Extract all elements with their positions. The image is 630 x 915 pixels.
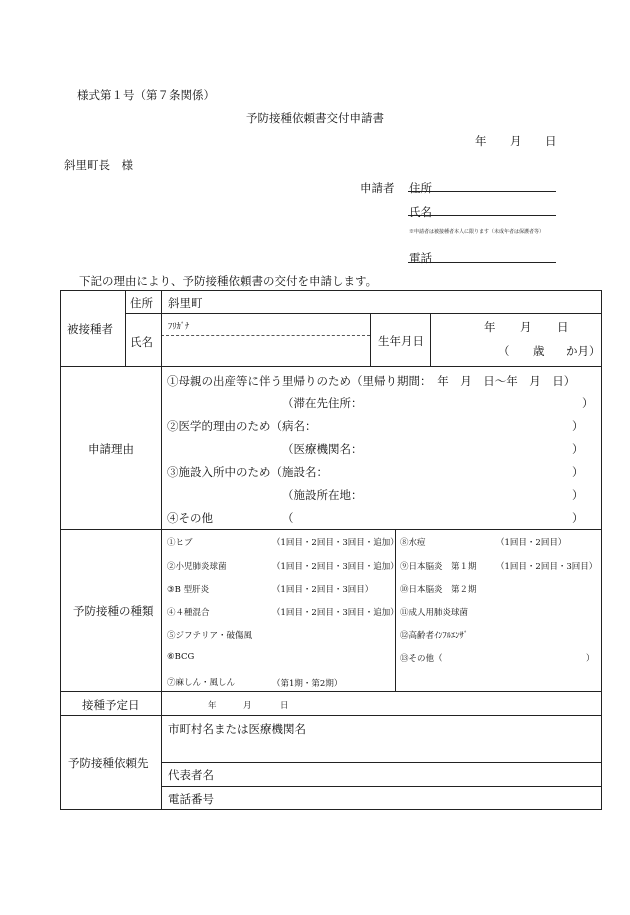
reason-facility[interactable]: ③施設入所中のため（施設名： [167, 465, 328, 479]
applicant-name-field[interactable] [408, 215, 556, 216]
applicant-label: 申請者 [360, 181, 395, 195]
form-number: 様式第１号（第７条関係） [77, 88, 215, 102]
vaccine-doses: （1回目・2回目・3回目・追加） [272, 562, 399, 572]
other-close-paren: ） [586, 654, 595, 664]
vaccine-doses: （1回目・2回目・3回目） [496, 562, 598, 572]
reason-homecoming-address: （滞在先住所： [282, 396, 363, 410]
vaccine-doses: （1回目・2回目） [496, 538, 567, 548]
applicant-address-label: 住所 [409, 181, 432, 195]
vaccine-item[interactable]: ⑪成人用肺炎球菌 [400, 608, 469, 618]
vaccine-doses: （1回目・2回目・3回目・追加） [272, 538, 399, 548]
dob-label: 生年月日 [378, 334, 424, 348]
close-paren-2: ） [572, 419, 584, 433]
vaccine-item[interactable]: ④４種混合 [167, 608, 210, 618]
reason-medical[interactable]: ②医学的理由のため（病名： [167, 419, 317, 433]
vaccine-item[interactable]: ⑬その他（ [400, 654, 443, 664]
page-title: 予防接種依頼書交付申請書 [246, 111, 384, 125]
vaccine-item[interactable]: ⑧水痘 [400, 538, 426, 548]
open-paren-other: （ [282, 511, 294, 525]
dob-day-label: 日 [557, 320, 569, 334]
furigana-label: ﾌﾘｶﾞﾅ [168, 322, 190, 332]
recipient-name-label: 氏名 [130, 335, 153, 349]
reason-facility-location: （施設所在地： [282, 488, 363, 502]
recipient-address-label: 住所 [130, 296, 153, 310]
applicant-phone-field[interactable] [408, 262, 556, 263]
request-org-label[interactable]: 市町村名または医療機関名 [168, 722, 306, 736]
recipient-section-label: 被接種者 [67, 322, 113, 336]
vaccine-doses: （1回目・2回目・3回目） [272, 585, 374, 595]
recipient-address-value[interactable]: 斜里町 [168, 296, 203, 310]
close-paren-6: ） [572, 511, 584, 525]
scheduled-date-label: 接種予定日 [82, 698, 140, 712]
form-table [60, 290, 602, 810]
scheduled-month-label: 月 [243, 701, 252, 711]
request-phone-label[interactable]: 電話番号 [168, 792, 214, 806]
vaccine-item[interactable]: ⑥BCG [167, 652, 195, 662]
request-rep-label[interactable]: 代表者名 [168, 768, 214, 782]
vaccine-item[interactable]: ⑤ジフテリア・破傷風 [167, 631, 253, 641]
intro-text: 下記の理由により、予防接種依頼書の交付を申請します。 [79, 274, 378, 288]
addressee: 斜里町長 様 [64, 158, 133, 172]
reason-homecoming[interactable]: ①母親の出産等に伴う里帰りのため（里帰り期間： 年 月 日～年 月 日） [167, 374, 576, 388]
vaccine-item[interactable]: ⑩日本脳炎 第２期 [400, 585, 477, 595]
close-paren-4: ） [572, 465, 584, 479]
close-paren-3: ） [572, 442, 584, 456]
reason-medical-institution: （医療機関名： [282, 442, 363, 456]
vaccine-item[interactable]: ⑨日本脳炎 第１期 [400, 562, 477, 572]
request-to-section-label: 予防接種依頼先 [68, 756, 149, 770]
dob-year-label: 年 [484, 320, 496, 334]
date-day-label: 日 [545, 134, 557, 148]
vaccine-doses: （1回目・2回目・3回目・追加） [272, 608, 399, 618]
vaccine-item[interactable]: ⑦麻しん・風しん [167, 678, 236, 688]
age-months-label: か月） [566, 344, 601, 358]
applicant-phone-label: 電話 [409, 251, 432, 265]
dob-month-label: 月 [520, 320, 532, 334]
date-year-label: 年 [475, 134, 487, 148]
vaccine-item[interactable]: ③B 型肝炎 [167, 585, 210, 595]
age-years-label: 歳 [533, 344, 545, 358]
close-paren-5: ） [572, 488, 584, 502]
applicant-name-label: 氏名 [409, 205, 432, 219]
close-paren-1: ） [582, 396, 594, 410]
scheduled-day-label: 日 [280, 701, 289, 711]
vaccine-doses: （第1期・第2期） [272, 679, 343, 689]
applicant-address-field[interactable] [408, 191, 556, 192]
vaccine-item[interactable]: ②小児肺炎球菌 [167, 562, 227, 572]
vaccine-item[interactable]: ⑫高齢者ｲﾝﾌﾙｴﾝｻﾞ [400, 631, 469, 641]
reason-other[interactable]: ④その他 [167, 511, 213, 525]
vaccine-section-label: 予防接種の種類 [73, 604, 154, 618]
age-open-paren: （ [498, 344, 510, 358]
reasons-section-label: 申請理由 [88, 442, 134, 456]
scheduled-year-label: 年 [208, 701, 217, 711]
vaccine-item[interactable]: ①ヒブ [167, 538, 193, 548]
date-month-label: 月 [510, 134, 522, 148]
applicant-note: ※申請者は被接種者本人に限ります（未成年者は保護者等） [409, 229, 545, 235]
